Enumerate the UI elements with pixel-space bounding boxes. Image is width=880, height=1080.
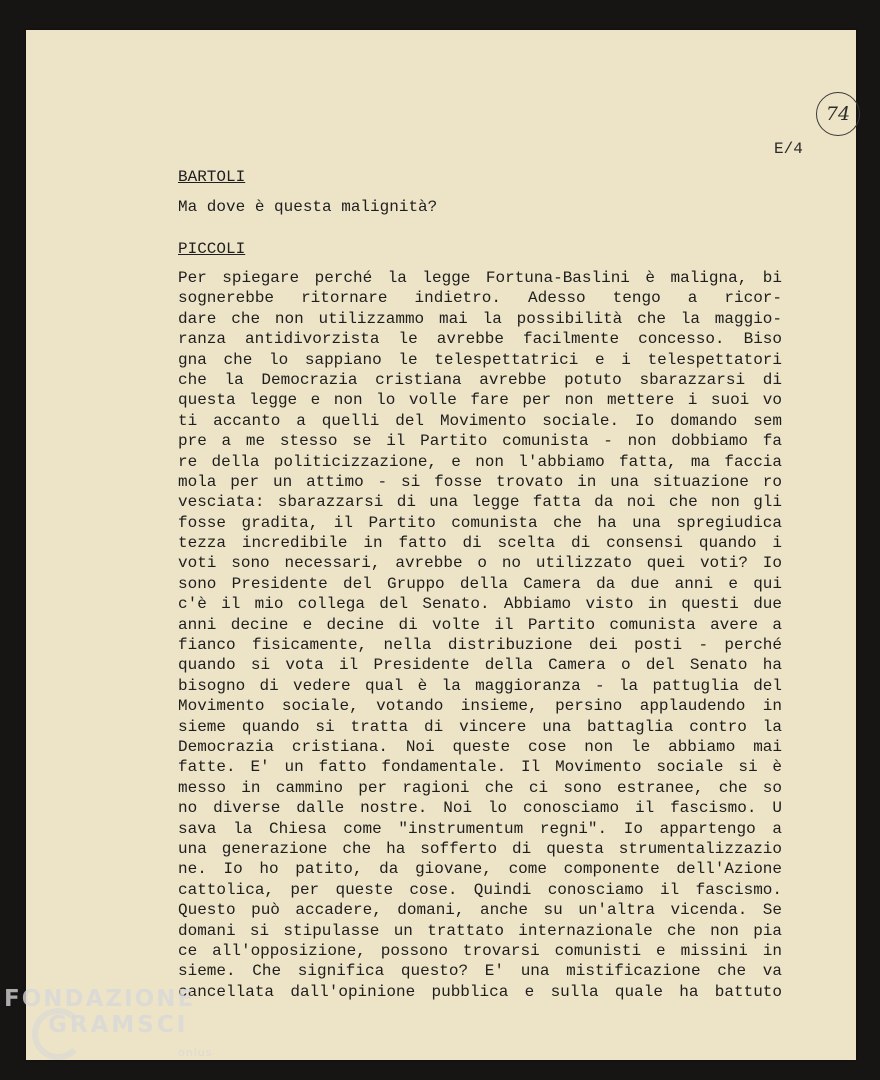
body-line: fosse gradita, il Partito comunista che ha una spregiudica [178, 513, 782, 532]
watermark-line-2: GRAMSCI [48, 1012, 189, 1038]
body-line: ce all'opposizione, possono trovarsi comunisti e missini in [178, 941, 782, 960]
body-line: bisogno di vedere qual è la maggioranza - la pattuglia del [178, 676, 782, 695]
body-line: ti accanto a quelli del Movimento sociale. Io domando sem [178, 411, 782, 430]
body-line: mola per un attimo - si fosse trovato in una situazione ro [178, 472, 782, 491]
body-line: che la Democrazia cristiana avrebbe potuto sbarazzarsi di [178, 370, 782, 389]
watermark-line-3: onlus [178, 1046, 213, 1059]
body-line: fatte. E' un fatto fondamentale. Il Movimento sociale si è [178, 758, 782, 777]
body-line: domani si stipulasse un trattato internazionale che non pia [178, 921, 782, 940]
body-line: questa legge e non lo volle fare per non mettere i suoi vo [178, 391, 782, 410]
watermark-line-1: FONDAZIONE [4, 986, 196, 1012]
body-line: Movimento sociale, votando insieme, persino applaudendo in [178, 697, 782, 716]
body-line: no diverse dalle nostre. Noi lo conosciamo il fascismo. U [178, 799, 782, 818]
body-line: Questo può accadere, domani, anche su un'altra vicenda. Se [178, 901, 782, 920]
body-line: cattolica, per queste cose. Quindi conosciamo il fascismo. [178, 880, 782, 899]
speaker-bartoli: BARTOLI [178, 168, 246, 186]
body-line: pre a me stesso se il Partito comunista - non dobbiamo fa [178, 432, 782, 451]
body-line: cancellata dall'opinione pubblica e sulla quale ha battuto [178, 982, 782, 1001]
body-line: re della politicizzazione, e non l'abbiamo fatta, ma faccia [178, 452, 782, 471]
body-line: ranza antidivorzista le avrebbe facilmente concesso. Biso [178, 330, 782, 349]
body-line: voti sono necessari, avrebbe o no utilizzato quei voti? Io [178, 554, 782, 573]
speaker-piccoli: PICCOLI [178, 240, 246, 258]
fondazione-gramsci-watermark [4, 986, 213, 1059]
body-line: sieme quando si tratta di vincere una battaglia contro la [178, 717, 782, 736]
body-line: fianco fisicamente, nella distribuzione dei posti - perché [178, 636, 782, 655]
body-line: sognerebbe ritornare indietro. Adesso tengo a ricor- [178, 289, 782, 308]
body-line: sieme. Che significa questo? E' una mistificazione che va [178, 962, 782, 981]
body-line: vesciata: sbarazzarsi di una legge fatta da noi che non gli [178, 493, 782, 512]
piccoli-speech [178, 268, 782, 1002]
page-code: E/4 [774, 140, 803, 158]
folio-number: 74 [825, 103, 851, 125]
body-line: c'è il mio collega del Senato. Abbiamo visto in questi due [178, 595, 782, 614]
body-line: ne. Io ho patito, da giovane, come componente dell'Azione [178, 860, 782, 879]
folio-number-circle [816, 92, 860, 136]
body-line: quando si vota il Presidente della Camera o del Senato ha [178, 656, 782, 675]
body-line: messo in cammino per ragioni che ci sono estranee, che so [178, 778, 782, 797]
body-line: gna che lo sappiano le telespettatrici e i telespettatori [178, 350, 782, 369]
body-line: anni decine e decine di volte il Partito comunista avere a [178, 615, 782, 634]
body-line: sono Presidente del Gruppo della Camera da due anni e qui [178, 574, 782, 593]
body-line: sava la Chiesa come "instrumentum regni". Io appartengo a [178, 819, 782, 838]
body-line: Democrazia cristiana. Noi queste cose non le abbiamo mai [178, 737, 782, 756]
body-line: una generazione che ha sofferto di questa strumentalizzazio [178, 839, 782, 858]
body-line: Per spiegare perché la legge Fortuna-Baslini è maligna, bi [178, 269, 782, 287]
body-line: tezza incredibile in fatto di scelta di consensi quando i [178, 534, 782, 553]
bartoli-question: Ma dove è questa malignità? [178, 198, 438, 216]
body-line: dare che non utilizzammo mai la possibilità che la maggio- [178, 309, 782, 328]
